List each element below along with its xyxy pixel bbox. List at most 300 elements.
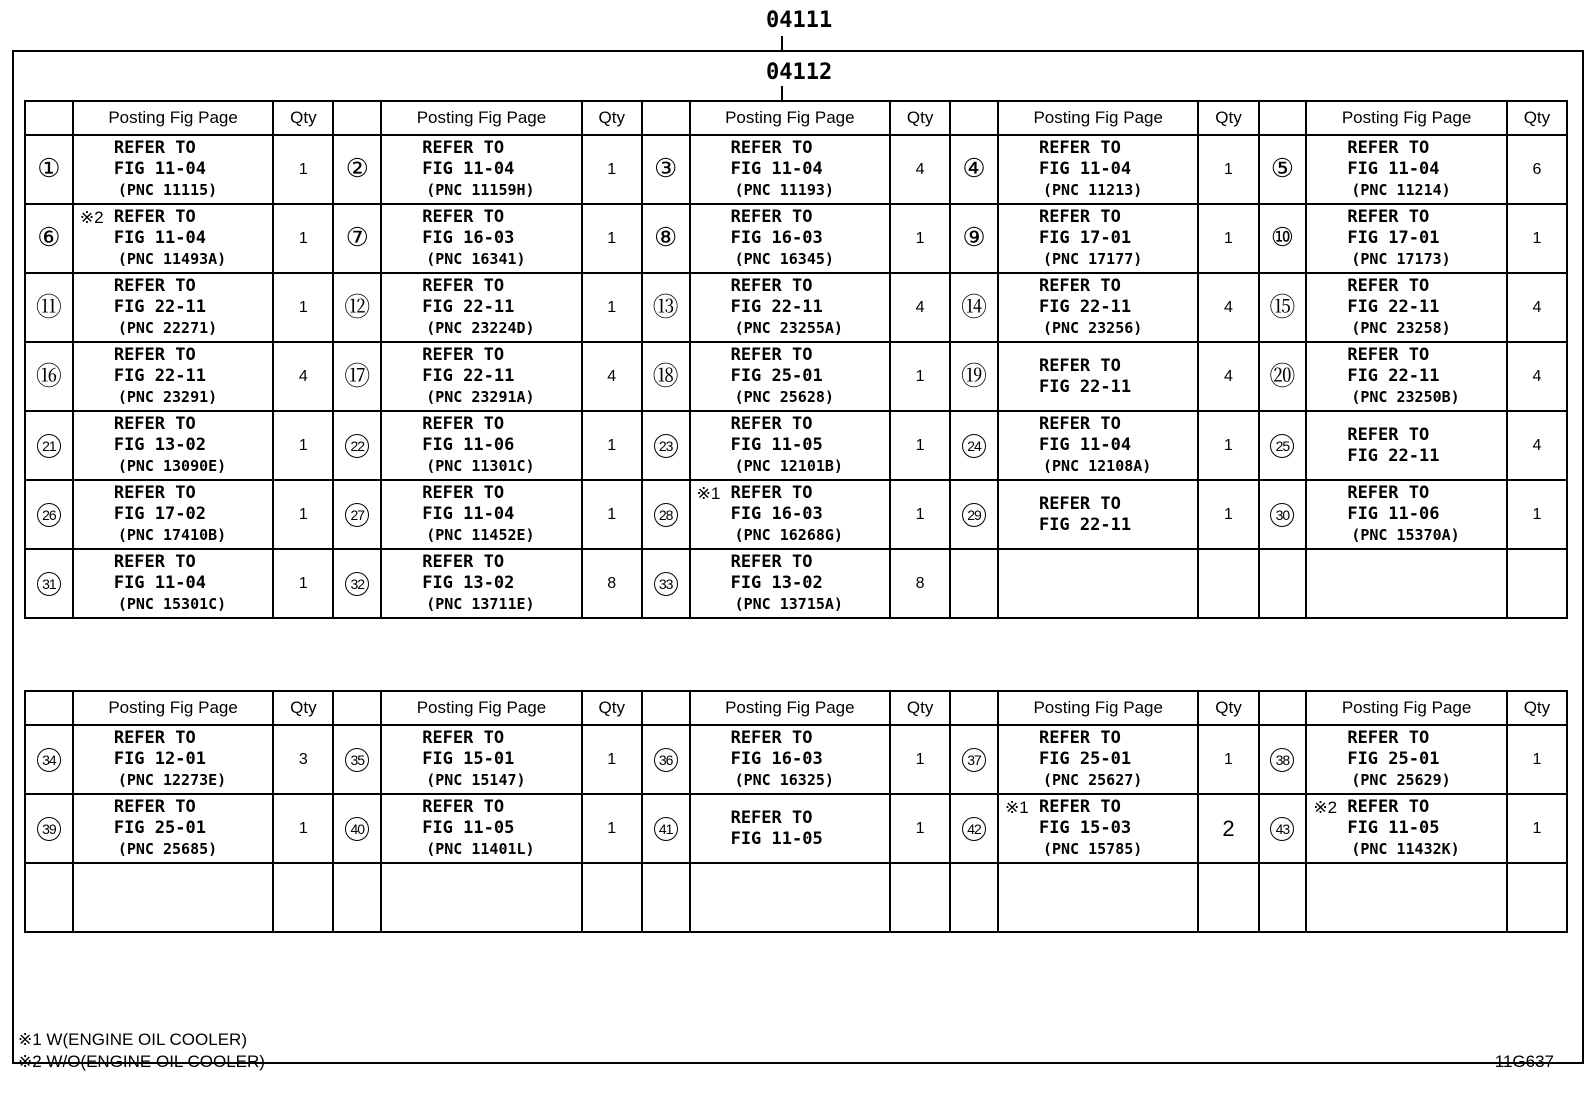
item-number-badge: 21 — [37, 434, 61, 458]
fig-reference: FIG 22-11 — [422, 297, 515, 317]
quantity-cell: 1 — [273, 204, 333, 273]
pnc-reference: (PNC 22271) — [117, 319, 218, 337]
pnc-reference: (PNC 12273E) — [117, 771, 227, 789]
fig-reference: FIG 13-02 — [422, 573, 515, 593]
quantity-cell: 1 — [582, 794, 642, 863]
refer-to-text: REFER TO — [1347, 483, 1430, 503]
fig-reference: FIG 22-11 — [1038, 376, 1132, 397]
fig-reference: FIG 11-05 — [730, 828, 823, 849]
item-number-badge: 30 — [1270, 503, 1294, 527]
item-number-cell — [950, 342, 998, 411]
quantity-cell — [1507, 863, 1567, 932]
pnc-reference: (PNC 16325) — [734, 771, 834, 789]
refer-to-text: REFER TO — [113, 138, 196, 158]
item-number-cell — [1259, 204, 1307, 273]
fig-reference: FIG 22-11 — [1347, 445, 1440, 466]
item-number-cell — [1259, 135, 1307, 204]
item-number-badge: 24 — [962, 434, 986, 458]
refer-to-text: REFER TO — [730, 207, 813, 227]
quantity-cell — [1198, 863, 1258, 932]
reference-cell — [690, 273, 891, 342]
quantity-cell: 4 — [1507, 411, 1567, 480]
refer-to-text: REFER TO — [113, 728, 196, 748]
fig-reference: FIG 22-11 — [1038, 514, 1132, 535]
pnc-reference: (PNC 25628) — [734, 388, 834, 406]
reference-cell — [1306, 549, 1507, 618]
leader-line-outer — [781, 36, 783, 50]
item-number-cell — [1259, 480, 1307, 549]
item-number-cell — [333, 273, 381, 342]
item-number-badge: 39 — [37, 817, 61, 841]
fig-reference: FIG 22-11 — [1347, 366, 1440, 386]
quantity-cell — [582, 863, 642, 932]
item-number-badge: 25 — [1270, 434, 1294, 458]
item-number-badge: ⑦ — [345, 222, 369, 253]
reference-cell — [1306, 480, 1507, 549]
quantity-cell — [1198, 549, 1258, 618]
quantity-cell: 1 — [273, 273, 333, 342]
fig-reference: FIG 22-11 — [113, 366, 206, 386]
item-number-badge: ① — [37, 153, 61, 184]
pnc-reference: (PNC 11115) — [117, 181, 218, 199]
quantity-cell: 3 — [273, 725, 333, 794]
quantity-cell: 1 — [273, 411, 333, 480]
refer-to-text: REFER TO — [1038, 797, 1121, 817]
refer-to-text: REFER TO — [1038, 138, 1121, 158]
refer-to-text: REFER TO — [113, 414, 196, 434]
fig-reference: FIG 11-05 — [422, 818, 515, 838]
header-blank-cell — [25, 691, 73, 725]
item-number-badge: ⑳ — [1269, 361, 1296, 392]
item-number-cell — [333, 863, 381, 932]
header-posting-cell: Posting Fig Page — [73, 101, 274, 135]
pnc-reference: (PNC 13090E) — [117, 457, 227, 475]
item-number-cell — [25, 549, 73, 618]
quantity-cell: 1 — [582, 273, 642, 342]
pnc-reference: (PNC 13715A) — [734, 595, 843, 613]
reference-cell — [690, 411, 891, 480]
item-number-cell — [950, 273, 998, 342]
pnc-reference: (PNC 11214) — [1351, 181, 1451, 199]
quantity-cell: 4 — [582, 342, 642, 411]
header-posting-cell: Posting Fig Page — [1306, 101, 1507, 135]
reference-cell — [73, 204, 274, 273]
fig-reference: FIG 17-02 — [113, 504, 206, 524]
header-qty-cell: Qty — [1198, 691, 1258, 725]
quantity-cell: 2 — [1198, 794, 1258, 863]
fig-reference: FIG 11-06 — [422, 435, 515, 455]
refer-to-text: REFER TO — [113, 552, 196, 572]
fig-reference: FIG 11-04 — [1347, 159, 1440, 179]
quantity-cell: 1 — [890, 411, 950, 480]
quantity-cell: 4 — [1198, 273, 1258, 342]
refer-to-text: REFER TO — [422, 728, 505, 748]
reference-cell — [998, 273, 1199, 342]
reference-cell — [998, 794, 1199, 863]
fig-reference: FIG 11-04 — [113, 228, 206, 248]
header-posting-cell: Posting Fig Page — [1306, 691, 1507, 725]
quantity-cell: 4 — [1507, 273, 1567, 342]
reference-cell — [381, 273, 582, 342]
table-row — [25, 411, 1567, 480]
reference-cell — [1306, 863, 1507, 932]
fig-reference: FIG 11-04 — [113, 573, 206, 593]
table-row — [25, 480, 1567, 549]
pnc-reference: (PNC 23291) — [117, 388, 218, 406]
refer-to-text: REFER TO — [422, 483, 505, 503]
table-row — [25, 342, 1567, 411]
item-number-cell — [642, 794, 690, 863]
header-qty-cell: Qty — [890, 691, 950, 725]
pnc-reference: (PNC 11432K) — [1351, 840, 1460, 858]
pnc-reference: (PNC 23291A) — [426, 388, 535, 406]
item-number-cell — [950, 480, 998, 549]
fig-reference: FIG 13-02 — [730, 573, 823, 593]
quantity-cell: 6 — [1507, 135, 1567, 204]
header-posting-cell: Posting Fig Page — [998, 101, 1199, 135]
refer-to-text: REFER TO — [730, 276, 813, 296]
quantity-cell: 4 — [890, 273, 950, 342]
figure-code: 11G637 — [1494, 1052, 1554, 1071]
item-number-badge: ⑧ — [654, 222, 678, 253]
header-row — [25, 101, 1567, 135]
item-number-cell — [1259, 342, 1307, 411]
refer-to-text: REFER TO — [422, 138, 505, 158]
item-number-cell — [950, 411, 998, 480]
table-row — [25, 135, 1567, 204]
table-row — [25, 204, 1567, 273]
item-number-badge: ⑤ — [1270, 153, 1295, 184]
fig-reference: FIG 25-01 — [1038, 749, 1132, 769]
item-number-badge: ⑮ — [1269, 292, 1296, 323]
item-number-cell — [1259, 863, 1307, 932]
pnc-reference: (PNC 12108A) — [1042, 457, 1152, 475]
fig-reference: FIG 16-03 — [422, 228, 515, 248]
quantity-cell: 1 — [273, 549, 333, 618]
item-number-cell — [642, 480, 690, 549]
condition-mark: ※2 — [1313, 798, 1338, 817]
quantity-cell — [1507, 549, 1567, 618]
item-number-badge: ② — [345, 153, 369, 184]
item-number-cell — [333, 725, 381, 794]
quantity-cell: 1 — [582, 204, 642, 273]
reference-cell — [381, 549, 582, 618]
refer-to-text: REFER TO — [1038, 355, 1121, 376]
pnc-reference: (PNC 16341) — [426, 250, 526, 268]
pnc-reference: (PNC 23258) — [1351, 319, 1451, 337]
pnc-reference: (PNC 17173) — [1351, 250, 1451, 268]
quantity-cell: 8 — [890, 549, 950, 618]
header-qty-cell: Qty — [273, 101, 333, 135]
item-number-badge: 32 — [345, 572, 369, 596]
header-qty-cell: Qty — [582, 691, 642, 725]
pnc-reference: (PNC 11213) — [1042, 181, 1143, 199]
reference-cell — [690, 549, 891, 618]
item-number-badge: ⑩ — [1270, 222, 1295, 253]
footnote-2: ※2 W/O(ENGINE OIL COOLER) — [18, 1052, 265, 1071]
header-posting-cell: Posting Fig Page — [690, 691, 891, 725]
fig-reference: FIG 11-04 — [422, 159, 515, 179]
header-qty-cell: Qty — [273, 691, 333, 725]
quantity-cell: 1 — [1198, 480, 1258, 549]
header-posting-cell: Posting Fig Page — [690, 101, 891, 135]
item-number-badge: 35 — [345, 748, 369, 772]
item-number-cell — [642, 273, 690, 342]
quantity-cell: 1 — [890, 342, 950, 411]
leader-line-inner — [781, 86, 783, 100]
refer-to-text: REFER TO — [1038, 493, 1121, 514]
refer-to-text: REFER TO — [422, 207, 505, 227]
reference-cell — [73, 135, 274, 204]
refer-to-text: REFER TO — [730, 138, 813, 158]
quantity-cell: 1 — [1507, 725, 1567, 794]
pnc-reference: (PNC 11193) — [734, 181, 834, 199]
reference-cell — [998, 342, 1199, 411]
item-number-cell — [642, 411, 690, 480]
header-posting-cell: Posting Fig Page — [73, 691, 274, 725]
fig-reference: FIG 25-01 — [113, 818, 206, 838]
reference-cell — [381, 725, 582, 794]
quantity-cell: 1 — [890, 725, 950, 794]
item-number-cell — [950, 863, 998, 932]
item-number-badge: 38 — [1270, 748, 1294, 772]
item-number-cell — [1259, 273, 1307, 342]
item-number-cell — [25, 135, 73, 204]
refer-to-text: REFER TO — [1347, 276, 1430, 296]
refer-to-text: REFER TO — [1347, 138, 1430, 158]
pnc-reference: (PNC 25629) — [1351, 771, 1451, 789]
quantity-cell: 1 — [1198, 725, 1258, 794]
quantity-cell — [273, 863, 333, 932]
quantity-cell: 1 — [1507, 204, 1567, 273]
item-number-cell — [25, 342, 73, 411]
reference-cell — [73, 411, 274, 480]
refer-to-text: REFER TO — [422, 414, 505, 434]
pnc-reference: (PNC 25685) — [117, 840, 218, 858]
item-number-cell — [25, 411, 73, 480]
table-row — [25, 863, 1567, 932]
fig-reference: FIG 22-11 — [730, 297, 823, 317]
reference-cell — [73, 725, 274, 794]
header-qty-cell: Qty — [1507, 101, 1567, 135]
fig-reference: FIG 17-01 — [1038, 228, 1132, 248]
quantity-cell: 1 — [582, 725, 642, 794]
pnc-reference: (PNC 16268G) — [734, 526, 843, 544]
refer-to-text: REFER TO — [1038, 728, 1121, 748]
quantity-cell: 1 — [1198, 411, 1258, 480]
item-number-cell — [642, 135, 690, 204]
item-number-badge: 34 — [37, 748, 61, 772]
item-number-cell — [25, 204, 73, 273]
header-blank-cell — [642, 691, 690, 725]
header-qty-cell: Qty — [582, 101, 642, 135]
item-number-cell — [333, 204, 381, 273]
item-number-cell — [25, 794, 73, 863]
refer-to-text: REFER TO — [1038, 414, 1121, 434]
pnc-reference: (PNC 15301C) — [117, 595, 227, 613]
table-row — [25, 725, 1567, 794]
refer-to-text: REFER TO — [1347, 207, 1430, 227]
fig-reference: FIG 11-04 — [730, 159, 823, 179]
refer-to-text: REFER TO — [730, 414, 813, 434]
pnc-reference: (PNC 15147) — [426, 771, 526, 789]
reference-cell — [690, 863, 891, 932]
header-blank-cell — [1259, 691, 1307, 725]
header-posting-cell: Posting Fig Page — [381, 101, 582, 135]
reference-cell — [73, 549, 274, 618]
table-row — [25, 794, 1567, 863]
refer-to-text: REFER TO — [1347, 728, 1430, 748]
reference-cell — [73, 863, 274, 932]
pnc-reference: (PNC 23250B) — [1351, 388, 1460, 406]
header-qty-cell: Qty — [890, 101, 950, 135]
quantity-cell: 1 — [582, 411, 642, 480]
refer-to-text: REFER TO — [422, 552, 505, 572]
item-number-badge: ⑫ — [344, 292, 371, 323]
quantity-cell: 4 — [890, 135, 950, 204]
condition-mark: ※2 — [79, 208, 104, 227]
fig-reference: FIG 11-04 — [422, 504, 515, 524]
quantity-cell: 1 — [1507, 794, 1567, 863]
item-number-cell — [1259, 725, 1307, 794]
item-number-badge: 43 — [1270, 817, 1294, 841]
quantity-cell: 1 — [890, 794, 950, 863]
quantity-cell: 1 — [582, 480, 642, 549]
fig-reference: FIG 22-11 — [1038, 297, 1132, 317]
refer-to-text: REFER TO — [422, 276, 505, 296]
reference-cell — [690, 204, 891, 273]
fig-reference: FIG 17-01 — [1347, 228, 1440, 248]
reference-cell — [1306, 135, 1507, 204]
header-blank-cell — [1259, 101, 1307, 135]
item-number-badge: 41 — [654, 817, 678, 841]
item-number-cell — [1259, 411, 1307, 480]
refer-to-text: REFER TO — [113, 483, 196, 503]
quantity-cell: 4 — [273, 342, 333, 411]
refer-to-text: REFER TO — [730, 552, 813, 572]
refer-to-text: REFER TO — [422, 797, 505, 817]
header-blank-cell — [333, 101, 381, 135]
reference-cell — [1306, 411, 1507, 480]
pnc-reference: (PNC 23256) — [1042, 319, 1143, 337]
reference-cell — [998, 411, 1199, 480]
item-number-badge: 27 — [345, 503, 369, 527]
fig-reference: FIG 16-03 — [730, 228, 823, 248]
item-number-badge: 42 — [962, 817, 986, 841]
reference-cell — [73, 794, 274, 863]
pnc-reference: (PNC 25627) — [1042, 771, 1143, 789]
item-number-badge: 26 — [37, 503, 61, 527]
fig-reference: FIG 15-01 — [422, 749, 515, 769]
item-number-cell — [25, 480, 73, 549]
refer-to-text: REFER TO — [1347, 797, 1430, 817]
condition-mark: ※1 — [696, 484, 721, 503]
reference-cell — [690, 135, 891, 204]
parts-table-bottom — [24, 690, 1568, 933]
quantity-cell: 1 — [582, 135, 642, 204]
item-number-badge: 29 — [962, 503, 986, 527]
assembly-code-inner: 04112 — [766, 60, 833, 85]
quantity-cell: 1 — [890, 480, 950, 549]
reference-cell — [1306, 794, 1507, 863]
quantity-cell: 1 — [273, 135, 333, 204]
item-number-badge: 40 — [345, 817, 369, 841]
refer-to-text: REFER TO — [730, 345, 813, 365]
reference-cell — [381, 794, 582, 863]
item-number-cell — [642, 342, 690, 411]
item-number-badge: ④ — [962, 153, 986, 184]
fig-reference: FIG 11-06 — [1347, 504, 1440, 524]
quantity-cell: 1 — [1507, 480, 1567, 549]
reference-cell — [381, 411, 582, 480]
refer-to-text: REFER TO — [422, 345, 505, 365]
item-number-cell — [333, 549, 381, 618]
header-blank-cell — [950, 101, 998, 135]
item-number-badge: ⑭ — [961, 292, 988, 323]
reference-cell — [1306, 725, 1507, 794]
quantity-cell: 1 — [273, 794, 333, 863]
reference-cell — [998, 480, 1199, 549]
item-number-badge: 31 — [37, 572, 61, 596]
fig-reference: FIG 25-01 — [730, 366, 823, 386]
fig-reference: FIG 11-04 — [1038, 159, 1132, 179]
item-number-badge: 23 — [654, 434, 678, 458]
refer-to-text: REFER TO — [730, 483, 813, 503]
reference-cell — [381, 204, 582, 273]
quantity-cell: 4 — [1198, 342, 1258, 411]
header-posting-cell: Posting Fig Page — [998, 691, 1199, 725]
reference-cell — [73, 342, 274, 411]
quantity-cell: 8 — [582, 549, 642, 618]
refer-to-text: REFER TO — [1038, 276, 1121, 296]
quantity-cell: 1 — [1198, 135, 1258, 204]
assembly-code-outer: 04111 — [766, 8, 833, 33]
pnc-reference: (PNC 11452E) — [426, 526, 535, 544]
header-qty-cell: Qty — [1507, 691, 1567, 725]
fig-reference: FIG 22-11 — [422, 366, 515, 386]
reference-cell — [998, 863, 1199, 932]
pnc-reference: (PNC 15370A) — [1351, 526, 1460, 544]
pnc-reference: (PNC 15785) — [1042, 840, 1143, 858]
fig-reference: FIG 15-03 — [1038, 818, 1132, 838]
item-number-badge: ⑪ — [35, 292, 62, 323]
pnc-reference: (PNC 17410B) — [117, 526, 227, 544]
item-number-badge: ⑨ — [962, 222, 986, 253]
item-number-badge: ⑬ — [652, 292, 679, 323]
refer-to-text: REFER TO — [113, 345, 196, 365]
item-number-cell — [333, 480, 381, 549]
item-number-badge: ⑰ — [344, 361, 371, 392]
reference-cell — [690, 794, 891, 863]
fig-reference: FIG 22-11 — [1347, 297, 1440, 317]
table-row — [25, 273, 1567, 342]
pnc-reference: (PNC 11401L) — [426, 840, 535, 858]
item-number-cell — [950, 725, 998, 794]
refer-to-text: REFER TO — [1038, 207, 1121, 227]
reference-cell — [381, 863, 582, 932]
pnc-reference: (PNC 13711E) — [426, 595, 535, 613]
reference-cell — [998, 549, 1199, 618]
fig-reference: FIG 11-04 — [113, 159, 206, 179]
item-number-badge: 36 — [654, 748, 678, 772]
pnc-reference: (PNC 23224D) — [426, 319, 535, 337]
fig-reference: FIG 22-11 — [113, 297, 206, 317]
quantity-cell: 1 — [890, 204, 950, 273]
table-row — [25, 549, 1567, 618]
item-number-badge: ③ — [654, 153, 678, 184]
item-number-cell — [642, 863, 690, 932]
item-number-cell — [950, 204, 998, 273]
